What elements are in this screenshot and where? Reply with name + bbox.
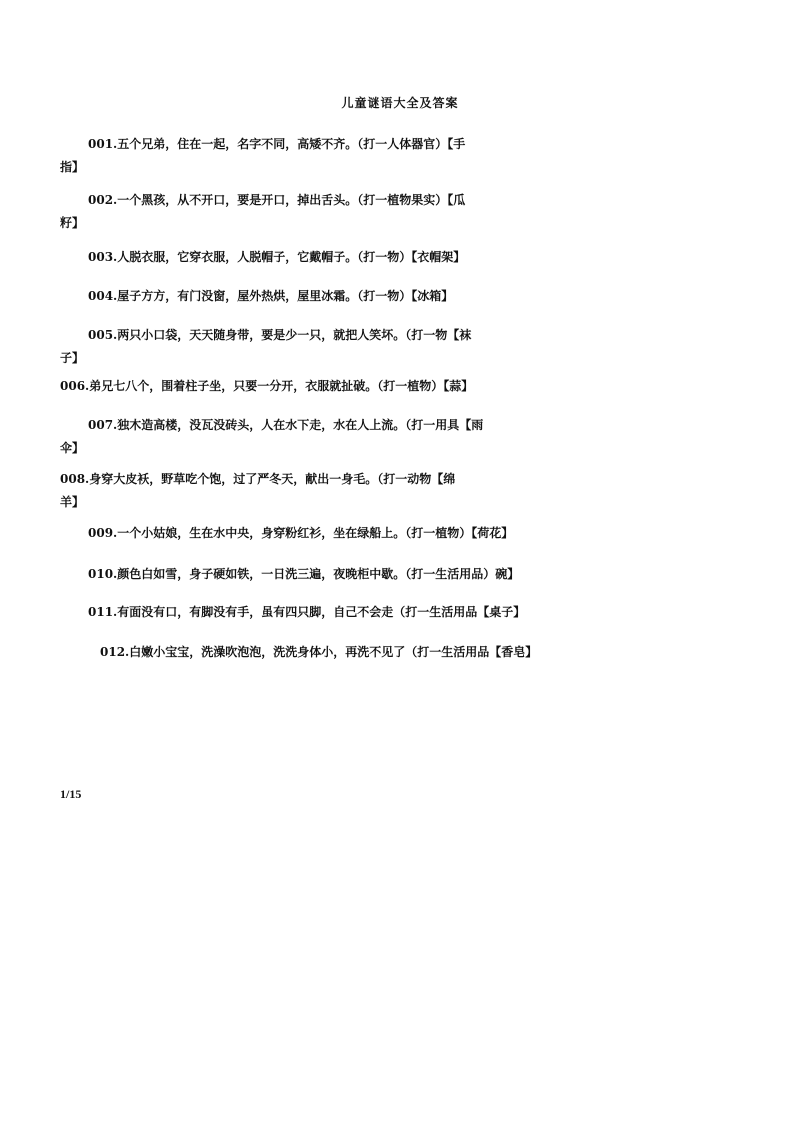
riddle-text: 006.弟兄七八个，围着柱子坐，只要一分开，衣服就扯破。（打一植物）【蒜】 [60, 379, 474, 393]
riddle-text: 008.身穿大皮袄，野草吃个饱，过了严冬天，献出一身毛。（打一动物【绵 [60, 472, 456, 486]
riddle-text: 001.五个兄弟，住在一起，名字不同，高矮不齐。（打一人体器官）【手 [88, 137, 466, 151]
riddle-text-continued: 指】 [60, 160, 85, 174]
riddle-007 [60, 414, 484, 460]
riddle-010 [88, 563, 519, 586]
riddle-text-continued: 子】 [60, 351, 85, 365]
riddle-011 [88, 601, 525, 624]
riddle-text: 002.一个黑孩，从不开口，要是开口，掉出舌头。（打一植物果实）【瓜 [88, 193, 466, 207]
riddle-text-continued: 籽】 [60, 216, 85, 230]
page-title: 儿童谜语大全及答案 [341, 96, 459, 110]
riddle-text-continued: 羊】 [60, 495, 85, 509]
riddle-006 [60, 375, 473, 398]
riddle-009 [88, 522, 513, 545]
riddle-text: 003.人脱衣服，它穿衣服，人脱帽子，它戴帽子。（打一物）【衣帽架】 [88, 250, 466, 264]
riddle-text: 012.白嫩小宝宝，洗澡吹泡泡，洗洗身体小，再洗不见了（打一生活用品【香皂】 [100, 645, 538, 659]
riddle-text: 005.两只小口袋，天天随身带，要是少一只，就把人笑坏。（打一物【袜 [88, 328, 472, 342]
riddle-002 [60, 189, 466, 235]
riddle-text: 011.有面没有口，有脚没有手，虽有四只脚，自己不会走（打一生活用品【桌子】 [88, 605, 526, 619]
riddle-012 [100, 641, 537, 664]
riddle-text: 009.一个小姑娘，生在水中央，身穿粉红衫，坐在绿船上。（打一植物）【荷花】 [88, 526, 514, 540]
riddle-004 [88, 285, 453, 308]
riddle-text: 007.独木造高楼，没瓦没砖头，人在水下走，水在人上流。（打一用具【雨 [88, 418, 484, 432]
riddle-001 [60, 133, 466, 179]
riddle-text: 004.屋子方方，有门没窗，屋外热烘，屋里冰霜。（打一物）【冰箱】 [88, 289, 454, 303]
riddle-005 [60, 324, 472, 370]
riddle-003 [88, 246, 465, 269]
riddle-text-continued: 伞】 [60, 441, 85, 455]
riddle-008 [60, 468, 455, 514]
riddle-text: 010.颜色白如雪，身子硬如铁，一日洗三遍，夜晚柜中歇。（打一生活用品）碗】 [88, 567, 520, 581]
page-number: 1/15 [60, 787, 82, 801]
